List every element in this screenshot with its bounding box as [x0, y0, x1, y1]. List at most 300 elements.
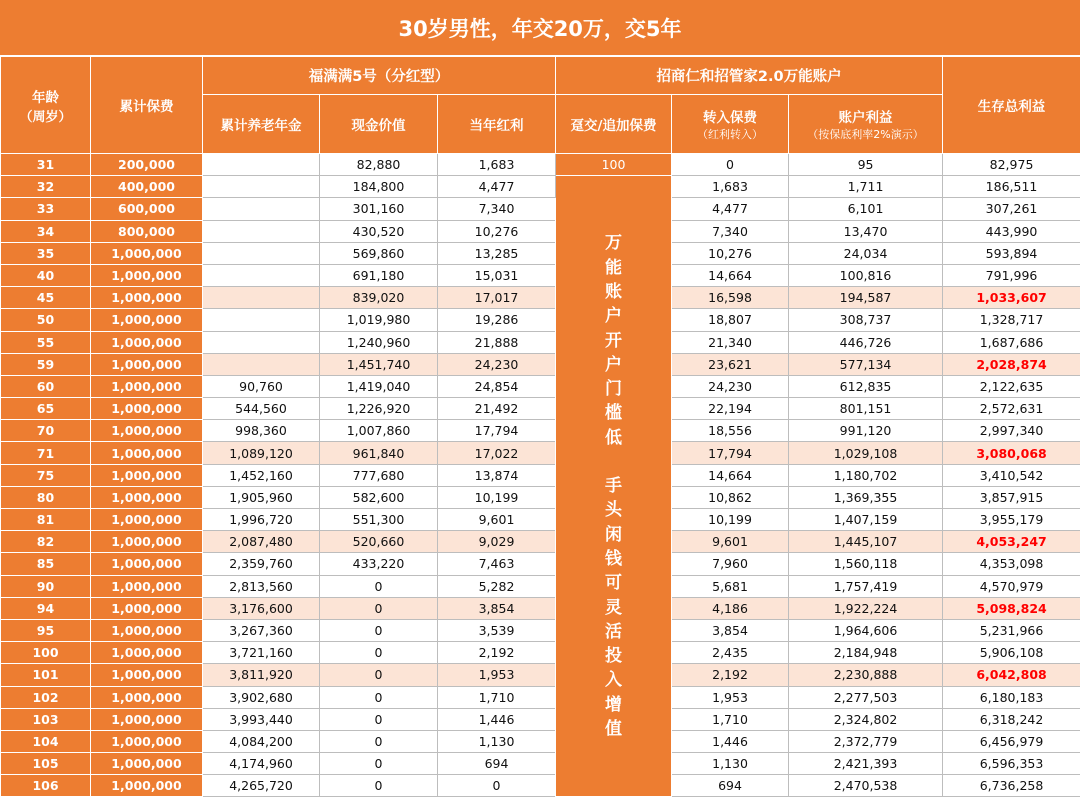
cash-value-cell: 520,660: [320, 531, 438, 553]
annuity-cell: [203, 176, 320, 198]
dividend-cell: 9,601: [438, 509, 556, 531]
vertical-char: 户: [556, 304, 671, 328]
total-cell: 3,410,542: [943, 464, 1080, 486]
account-cell: 1,407,159: [789, 509, 943, 531]
premium-cell: 1,000,000: [91, 753, 203, 775]
cash-value-cell: 0: [320, 708, 438, 730]
transfer-cell: 24,230: [672, 375, 789, 397]
transfer-cell: 18,807: [672, 309, 789, 331]
table-row: [1, 176, 1080, 198]
total-cell: 2,572,631: [943, 398, 1080, 420]
total-cell: 6,318,242: [943, 708, 1080, 730]
dividend-cell: 17,794: [438, 420, 556, 442]
transfer-cell: 1,130: [672, 753, 789, 775]
account-cell: 100,816: [789, 264, 943, 286]
premium-cell: 1,000,000: [91, 398, 203, 420]
account-cell: 1,029,108: [789, 442, 943, 464]
total-cell: 443,990: [943, 220, 1080, 242]
transfer-cell: 7,340: [672, 220, 789, 242]
age-cell: 103: [1, 708, 91, 730]
vertical-char: 活: [556, 620, 671, 644]
cash-value-cell: 551,300: [320, 509, 438, 531]
account-cell: 1,369,355: [789, 486, 943, 508]
dividend-cell: 4,477: [438, 176, 556, 198]
account-cell: 2,184,948: [789, 642, 943, 664]
total-cell: 791,996: [943, 264, 1080, 286]
total-cell: 3,857,915: [943, 486, 1080, 508]
table-row: [1, 309, 1080, 331]
transfer-cell: 2,435: [672, 642, 789, 664]
age-cell: 45: [1, 287, 91, 309]
table-row: [1, 753, 1080, 775]
premium-cell: 1,000,000: [91, 686, 203, 708]
premium-cell: 1,000,000: [91, 309, 203, 331]
total-cell: 2,028,874: [943, 353, 1080, 375]
account-cell: 2,324,802: [789, 708, 943, 730]
age-cell: 101: [1, 664, 91, 686]
account-cell: 95: [789, 154, 943, 176]
header-cum-annuity: 累计养老年金: [203, 95, 320, 154]
annuity-cell: [203, 154, 320, 176]
transfer-cell: 22,194: [672, 398, 789, 420]
transfer-cell: 14,664: [672, 464, 789, 486]
cash-value-cell: 582,600: [320, 486, 438, 508]
table-row: [1, 531, 1080, 553]
table-row: [1, 331, 1080, 353]
dividend-cell: 1,446: [438, 708, 556, 730]
dividend-cell: 17,022: [438, 442, 556, 464]
premium-cell: 200,000: [91, 154, 203, 176]
account-cell: 801,151: [789, 398, 943, 420]
annuity-cell: [203, 242, 320, 264]
dividend-cell: 3,854: [438, 597, 556, 619]
table-row: [1, 708, 1080, 730]
header-account-benefit: [789, 95, 943, 154]
total-cell: 6,180,183: [943, 686, 1080, 708]
vertical-char: 闲: [556, 523, 671, 547]
premium-cell: 1,000,000: [91, 531, 203, 553]
account-cell: 1,922,224: [789, 597, 943, 619]
total-cell: 186,511: [943, 176, 1080, 198]
annuity-cell: 1,089,120: [203, 442, 320, 464]
header-cash-value: 现金价值: [320, 95, 438, 154]
dividend-cell: 24,854: [438, 375, 556, 397]
header-annual-dividend: 当年红利: [438, 95, 556, 154]
dividend-cell: 7,340: [438, 198, 556, 220]
total-cell: 2,997,340: [943, 420, 1080, 442]
transfer-cell: 16,598: [672, 287, 789, 309]
table-row: [1, 686, 1080, 708]
dividend-cell: 19,286: [438, 309, 556, 331]
table-row: [1, 597, 1080, 619]
vertical-char: 增: [556, 693, 671, 717]
account-cell: 308,737: [789, 309, 943, 331]
age-cell: 100: [1, 642, 91, 664]
header-product1: 福满满5号（分红型）: [203, 57, 556, 95]
vertical-char: 槛: [556, 401, 671, 425]
premium-cell: 1,000,000: [91, 553, 203, 575]
cash-value-cell: 433,220: [320, 553, 438, 575]
account-cell: 1,757,419: [789, 575, 943, 597]
age-cell: 105: [1, 753, 91, 775]
dividend-cell: 5,282: [438, 575, 556, 597]
premium-cell: 1,000,000: [91, 242, 203, 264]
account-cell: 6,101: [789, 198, 943, 220]
table-row: [1, 242, 1080, 264]
vertical-char: 头: [556, 498, 671, 522]
annuity-cell: 3,721,160: [203, 642, 320, 664]
age-cell: 60: [1, 375, 91, 397]
table-row: [1, 442, 1080, 464]
transfer-cell: 10,862: [672, 486, 789, 508]
total-cell: 2,122,635: [943, 375, 1080, 397]
annuity-cell: [203, 220, 320, 242]
premium-cell: 1,000,000: [91, 730, 203, 752]
cash-value-cell: 961,840: [320, 442, 438, 464]
total-cell: 82,975: [943, 154, 1080, 176]
annuity-cell: 3,993,440: [203, 708, 320, 730]
premium-cell: 1,000,000: [91, 331, 203, 353]
total-cell: 5,231,966: [943, 619, 1080, 641]
account-cell: 2,470,538: [789, 775, 943, 797]
age-cell: 82: [1, 531, 91, 553]
transfer-cell: 3,854: [672, 619, 789, 641]
account-cell: 2,421,393: [789, 753, 943, 775]
total-cell: 4,353,098: [943, 553, 1080, 575]
vertical-char: 入: [556, 668, 671, 692]
total-cell: 3,080,068: [943, 442, 1080, 464]
account-cell: 2,230,888: [789, 664, 943, 686]
age-cell: 71: [1, 442, 91, 464]
account-cell: 446,726: [789, 331, 943, 353]
total-cell: 3,955,179: [943, 509, 1080, 531]
table-row: [1, 264, 1080, 286]
header-transfer-sub: （红利转入）: [672, 126, 788, 142]
annuity-cell: 2,087,480: [203, 531, 320, 553]
annuity-cell: 3,176,600: [203, 597, 320, 619]
dividend-cell: 10,276: [438, 220, 556, 242]
account-cell: 1,180,702: [789, 464, 943, 486]
account-cell: 612,835: [789, 375, 943, 397]
age-cell: 104: [1, 730, 91, 752]
account-cell: 2,277,503: [789, 686, 943, 708]
transfer-cell: 5,681: [672, 575, 789, 597]
vertical-char: 钱: [556, 547, 671, 571]
account-cell: 2,372,779: [789, 730, 943, 752]
vertical-char: 万: [556, 231, 671, 255]
vertical-char: 低: [556, 426, 671, 450]
annuity-cell: 3,267,360: [203, 619, 320, 641]
table-row: [1, 375, 1080, 397]
header-transfer-premium: [672, 95, 789, 154]
vertical-char: 可: [556, 571, 671, 595]
vertical-char: 能: [556, 256, 671, 280]
dividend-cell: 0: [438, 775, 556, 797]
annuity-cell: 4,174,960: [203, 753, 320, 775]
extra-premium-cell: 100: [556, 154, 672, 176]
cash-value-cell: 1,019,980: [320, 309, 438, 331]
age-cell: 50: [1, 309, 91, 331]
transfer-cell: 14,664: [672, 264, 789, 286]
header-cum-premium: 累计保费: [91, 57, 203, 154]
header-age: [1, 57, 91, 154]
premium-cell: 1,000,000: [91, 575, 203, 597]
dividend-cell: 3,539: [438, 619, 556, 641]
total-cell: 6,736,258: [943, 775, 1080, 797]
premium-cell: 1,000,000: [91, 597, 203, 619]
dividend-cell: 15,031: [438, 264, 556, 286]
age-cell: 102: [1, 686, 91, 708]
dividend-cell: 17,017: [438, 287, 556, 309]
account-cell: 1,711: [789, 176, 943, 198]
total-cell: 6,596,353: [943, 753, 1080, 775]
premium-cell: 1,000,000: [91, 353, 203, 375]
cash-value-cell: 430,520: [320, 220, 438, 242]
cash-value-cell: 0: [320, 575, 438, 597]
header-extra-premium: 趸交/追加保费: [556, 95, 672, 154]
transfer-cell: 4,186: [672, 597, 789, 619]
annuity-cell: [203, 353, 320, 375]
age-cell: 94: [1, 597, 91, 619]
vertical-char: 值: [556, 717, 671, 741]
cash-value-cell: 1,007,860: [320, 420, 438, 442]
table-row: [1, 642, 1080, 664]
annuity-cell: 2,359,760: [203, 553, 320, 575]
cash-value-cell: 0: [320, 664, 438, 686]
vertical-char: 投: [556, 644, 671, 668]
total-cell: 5,098,824: [943, 597, 1080, 619]
premium-cell: 600,000: [91, 198, 203, 220]
vertical-char: 开: [556, 329, 671, 353]
age-cell: 59: [1, 353, 91, 375]
total-cell: 4,570,979: [943, 575, 1080, 597]
dividend-cell: 1,130: [438, 730, 556, 752]
table-row: [1, 486, 1080, 508]
transfer-cell: 1,710: [672, 708, 789, 730]
age-cell: 31: [1, 154, 91, 176]
header-age-sub: （周岁）: [1, 106, 90, 125]
total-cell: 4,053,247: [943, 531, 1080, 553]
premium-cell: 1,000,000: [91, 442, 203, 464]
vertical-char: 灵: [556, 596, 671, 620]
table-row: [1, 398, 1080, 420]
header-account-label: 账户利益: [839, 110, 893, 126]
premium-cell: 1,000,000: [91, 642, 203, 664]
premium-cell: 1,000,000: [91, 420, 203, 442]
transfer-cell: 18,556: [672, 420, 789, 442]
age-cell: 33: [1, 198, 91, 220]
total-cell: 1,687,686: [943, 331, 1080, 353]
cash-value-cell: 1,451,740: [320, 353, 438, 375]
table-row: [1, 575, 1080, 597]
premium-cell: 1,000,000: [91, 486, 203, 508]
total-cell: 593,894: [943, 242, 1080, 264]
dividend-cell: 7,463: [438, 553, 556, 575]
account-cell: 1,445,107: [789, 531, 943, 553]
dividend-cell: 13,285: [438, 242, 556, 264]
account-cell: 1,964,606: [789, 619, 943, 641]
vertical-note: [556, 176, 672, 797]
total-cell: 307,261: [943, 198, 1080, 220]
transfer-cell: 2,192: [672, 664, 789, 686]
table-body: [1, 154, 1080, 797]
dividend-cell: 1,683: [438, 154, 556, 176]
vertical-char: 手: [556, 474, 671, 498]
table-row: [1, 287, 1080, 309]
table-row: [1, 220, 1080, 242]
total-cell: 1,328,717: [943, 309, 1080, 331]
age-cell: 95: [1, 619, 91, 641]
premium-cell: 1,000,000: [91, 775, 203, 797]
transfer-cell: 1,953: [672, 686, 789, 708]
dividend-cell: 21,492: [438, 398, 556, 420]
table-row: [1, 619, 1080, 641]
cash-value-cell: 1,226,920: [320, 398, 438, 420]
age-cell: 40: [1, 264, 91, 286]
cash-value-cell: 0: [320, 619, 438, 641]
cash-value-cell: 777,680: [320, 464, 438, 486]
annuity-cell: 1,996,720: [203, 509, 320, 531]
total-cell: 5,906,108: [943, 642, 1080, 664]
transfer-cell: 17,794: [672, 442, 789, 464]
age-cell: 35: [1, 242, 91, 264]
account-cell: 1,560,118: [789, 553, 943, 575]
dividend-cell: 1,953: [438, 664, 556, 686]
total-cell: 6,456,979: [943, 730, 1080, 752]
cash-value-cell: 691,180: [320, 264, 438, 286]
cash-value-cell: 0: [320, 686, 438, 708]
age-cell: 32: [1, 176, 91, 198]
transfer-cell: 21,340: [672, 331, 789, 353]
transfer-cell: 10,276: [672, 242, 789, 264]
transfer-cell: 23,621: [672, 353, 789, 375]
dividend-cell: 1,710: [438, 686, 556, 708]
table-row: [1, 420, 1080, 442]
age-cell: 90: [1, 575, 91, 597]
transfer-cell: 10,199: [672, 509, 789, 531]
account-cell: 991,120: [789, 420, 943, 442]
annuity-cell: 90,760: [203, 375, 320, 397]
annuity-cell: [203, 198, 320, 220]
header-age-label: 年龄: [32, 90, 59, 106]
transfer-cell: 7,960: [672, 553, 789, 575]
transfer-cell: 9,601: [672, 531, 789, 553]
account-cell: 24,034: [789, 242, 943, 264]
table-row: [1, 353, 1080, 375]
cash-value-cell: 184,800: [320, 176, 438, 198]
age-cell: 85: [1, 553, 91, 575]
cash-value-cell: 0: [320, 642, 438, 664]
annuity-cell: [203, 264, 320, 286]
annuity-cell: 4,265,720: [203, 775, 320, 797]
transfer-cell: 4,477: [672, 198, 789, 220]
dividend-cell: 9,029: [438, 531, 556, 553]
table-row: [1, 553, 1080, 575]
benefit-table: [0, 56, 1080, 797]
age-cell: 106: [1, 775, 91, 797]
table-row: [1, 730, 1080, 752]
cash-value-cell: 0: [320, 753, 438, 775]
table-row: [1, 509, 1080, 531]
vertical-gap: [556, 450, 671, 474]
account-cell: 13,470: [789, 220, 943, 242]
header-product2: 招商仁和招管家2.0万能账户: [556, 57, 943, 95]
age-cell: 34: [1, 220, 91, 242]
header-transfer-label: 转入保费: [703, 110, 757, 126]
total-cell: 6,042,808: [943, 664, 1080, 686]
age-cell: 81: [1, 509, 91, 531]
page-title: 30岁男性，年交20万，交5年: [0, 0, 1080, 56]
age-cell: 55: [1, 331, 91, 353]
annuity-cell: 998,360: [203, 420, 320, 442]
dividend-cell: 13,874: [438, 464, 556, 486]
account-cell: 194,587: [789, 287, 943, 309]
account-cell: 577,134: [789, 353, 943, 375]
premium-cell: 400,000: [91, 176, 203, 198]
annuity-cell: 544,560: [203, 398, 320, 420]
annuity-cell: 4,084,200: [203, 730, 320, 752]
age-cell: 80: [1, 486, 91, 508]
annuity-cell: [203, 287, 320, 309]
table-row: [1, 154, 1080, 176]
annuity-cell: 1,905,960: [203, 486, 320, 508]
total-cell: 1,033,607: [943, 287, 1080, 309]
cash-value-cell: 839,020: [320, 287, 438, 309]
dividend-cell: 2,192: [438, 642, 556, 664]
dividend-cell: 10,199: [438, 486, 556, 508]
cash-value-cell: 82,880: [320, 154, 438, 176]
premium-cell: 1,000,000: [91, 464, 203, 486]
transfer-cell: 694: [672, 775, 789, 797]
annuity-cell: [203, 309, 320, 331]
premium-cell: 1,000,000: [91, 509, 203, 531]
annuity-cell: [203, 331, 320, 353]
cash-value-cell: 0: [320, 775, 438, 797]
transfer-cell: 1,446: [672, 730, 789, 752]
cash-value-cell: 301,160: [320, 198, 438, 220]
header-account-sub: （按保底利率2%演示）: [789, 126, 942, 142]
vertical-char: 门: [556, 377, 671, 401]
premium-cell: 1,000,000: [91, 287, 203, 309]
annuity-cell: 3,811,920: [203, 664, 320, 686]
age-cell: 70: [1, 420, 91, 442]
vertical-char: 账: [556, 280, 671, 304]
age-cell: 75: [1, 464, 91, 486]
transfer-cell: 0: [672, 154, 789, 176]
cash-value-cell: 0: [320, 597, 438, 619]
table-row: [1, 664, 1080, 686]
premium-cell: 1,000,000: [91, 664, 203, 686]
premium-cell: 800,000: [91, 220, 203, 242]
dividend-cell: 694: [438, 753, 556, 775]
annuity-cell: 1,452,160: [203, 464, 320, 486]
annuity-cell: 2,813,560: [203, 575, 320, 597]
premium-cell: 1,000,000: [91, 264, 203, 286]
header-total: 生存总利益: [943, 57, 1080, 154]
cash-value-cell: 1,240,960: [320, 331, 438, 353]
transfer-cell: 1,683: [672, 176, 789, 198]
cash-value-cell: 0: [320, 730, 438, 752]
table-row: [1, 198, 1080, 220]
age-cell: 65: [1, 398, 91, 420]
table-row: [1, 464, 1080, 486]
premium-cell: 1,000,000: [91, 375, 203, 397]
dividend-cell: 24,230: [438, 353, 556, 375]
premium-cell: 1,000,000: [91, 708, 203, 730]
annuity-cell: 3,902,680: [203, 686, 320, 708]
vertical-char: 户: [556, 353, 671, 377]
cash-value-cell: 569,860: [320, 242, 438, 264]
